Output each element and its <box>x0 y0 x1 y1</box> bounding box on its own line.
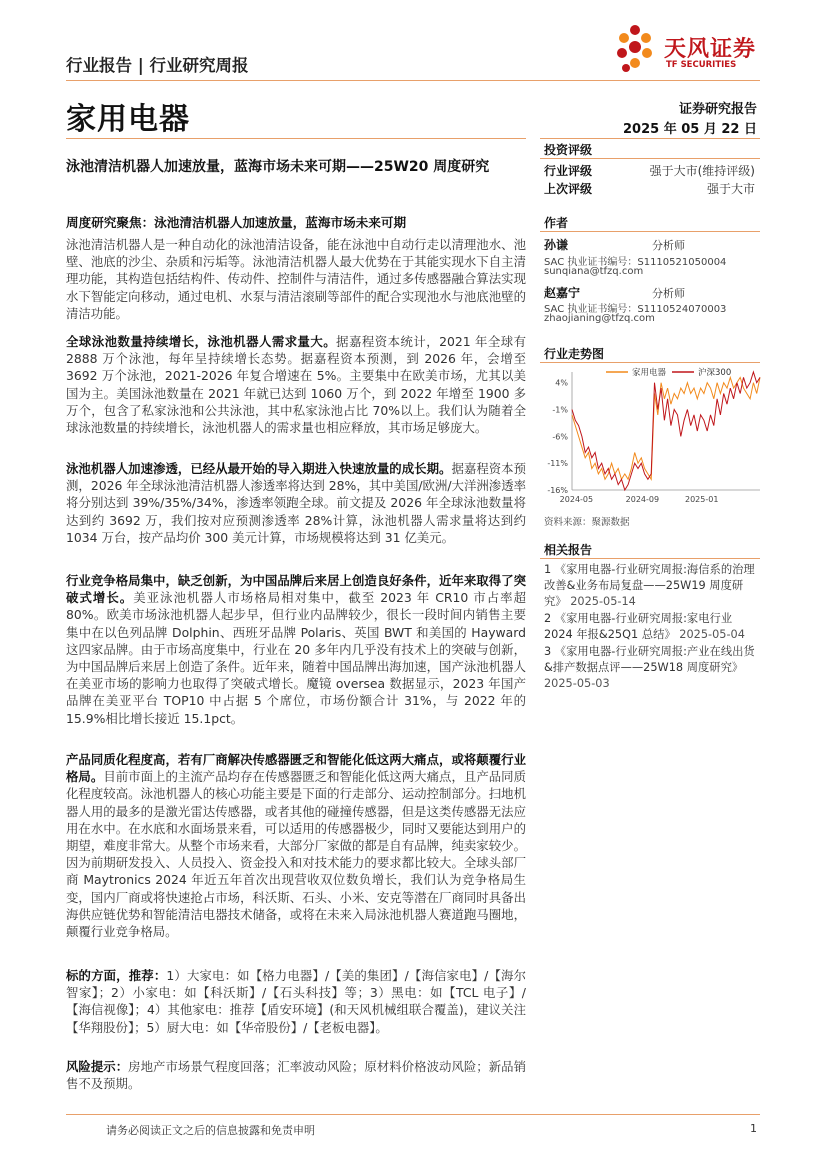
page-number: 1 <box>750 1122 757 1135</box>
paragraph-lead: 风险提示： <box>66 1059 129 1074</box>
related-report-text[interactable]: 3 《家用电器-行业研究周报:产业在线出货&排产数据点评——25W18 周度研究》 <box>544 645 755 675</box>
paragraph-lead: 泳池机器人加速渗透，已经从最开始的导入期进入快速放量的成长期。 <box>66 461 452 476</box>
body-paragraph <box>66 333 526 436</box>
y-tick-label: -6% <box>552 432 568 442</box>
paragraph-text: 1）大家电：如【格力电器】/【美的集团】/【海信家电】/【海尔智家】；2）小家电：如【科沃斯】/【石头科技】等；3）黑电：如【TCL 电子】/【海信视像】；4）其他家电：推荐【盾安环境】(和天风机械组联合覆盖)，建议关注【华翔股份】；5）厨大电：如【华帝股份】/【老板电器】。 <box>66 968 526 1035</box>
related-report-item[interactable] <box>544 562 762 611</box>
related-report-text[interactable]: 1 《家用电器-行业研究周报:海信系的治理改善&业务布局复盘——25W19 周度研究》 <box>544 563 755 609</box>
report-category: 行业报告 | 行业研究周报 <box>66 56 249 75</box>
related-rule <box>540 558 760 559</box>
brand-logo <box>606 22 766 78</box>
author-role: 分析师 <box>652 287 685 300</box>
x-tick-label: 2025-01 <box>685 495 719 504</box>
paragraph-lead: 全球泳池数量持续增长，泳池机器人需求量大。 <box>66 334 337 349</box>
related-report-date: 2025-05-04 <box>679 628 745 642</box>
prev-rating-label: 上次评级 <box>544 182 593 196</box>
rating-title: 投资评级 <box>544 143 593 157</box>
brand-name: 天风证券 <box>664 37 757 62</box>
legend-label: 沪深300 <box>698 368 732 378</box>
paragraph-lead: 行业竞争格局集中，缺乏创新，为中国品牌后来居上创造良好条件，近年来取得了突破式增长。 <box>66 573 526 606</box>
y-tick-label: -16% <box>547 486 568 495</box>
trend-source: 资料来源：聚源数据 <box>544 517 630 528</box>
author-sac: SAC 执业证书编号：S1110521050004 <box>544 257 727 268</box>
brand-english: TF SECURITIES <box>666 60 737 70</box>
industry-rating-value: 强于大市(维持评级) <box>649 164 755 178</box>
trend-title: 行业走势图 <box>544 347 605 361</box>
related-report-text[interactable]: 2 《家用电器-行业研究周报:家电行业 2024 年报&25Q1 总结》 <box>544 612 733 642</box>
author-name: 孙谦 <box>544 238 569 252</box>
author-email[interactable]: zhaojianing@tfzq.com <box>544 313 655 324</box>
author-email[interactable]: sunqiana@tfzq.com <box>544 266 644 277</box>
y-tick-label: -1% <box>552 405 568 415</box>
report-date: 2025 年 05 月 22 日 <box>623 122 757 137</box>
x-tick-label: 2024-05 <box>559 495 594 504</box>
related-report-date: 2025-05-03 <box>544 677 610 691</box>
paragraph-text: 美亚泳池机器人市场格局相对集中，截至 2023 年 CR10 市占率超 80%。欧美市场泳池机器人起步早，但行业内品牌较少，很长一段时间内销售主要集中在以色列品牌 Dolphin、西班牙品牌 Polaris、英国 BWT 和美国的 Hayward 这四家品牌。由于市场高度集中，行业在 20 多年内几乎没有技术上的突破与创新，为中国品牌后来居上创造了条件。近年来，随着中国品牌出海加速，国产泳池机器人在美亚市场的影响力也取得了突破式增长。魔镜 oversea 数据显示，2023 年国产品牌在美亚平台 TOP10 中占据 5 个席位，市场份额合计 31%，与 2022 年的 15.9%相比增长接近 15.1pct。 <box>66 590 526 726</box>
paragraph-lead: 标的方面，推荐： <box>66 968 167 983</box>
focus-title: 周度研究聚焦：泳池清洁机器人加速放量，蓝海市场未来可期 <box>66 215 407 230</box>
report-headline: 泳池清洁机器人加速放量，蓝海市场未来可期——25W20 周度研究 <box>66 159 490 175</box>
industry-rating-label: 行业评级 <box>544 164 593 178</box>
rating-rule <box>540 158 760 159</box>
authors-rule <box>540 231 760 232</box>
legend-label: 家用电器 <box>632 368 667 378</box>
y-tick-label: -11% <box>547 459 568 469</box>
related-report-date: 2025-05-14 <box>570 595 636 609</box>
author-role: 分析师 <box>652 239 685 252</box>
series-line-hs300 <box>572 372 760 490</box>
author-name: 赵嘉宁 <box>544 286 581 300</box>
title-rule-left <box>66 138 526 139</box>
footer-disclaimer[interactable]: 请务必阅读正文之后的信息披露和免责申明 <box>106 1124 315 1137</box>
body-paragraph <box>66 751 526 940</box>
title-rule-right <box>540 138 760 139</box>
author-sac: SAC 执业证书编号：S1110524070003 <box>544 304 727 315</box>
paragraph-text: 房地产市场景气程度回落；汇率波动风险；原材料价格波动风险；新品销售不及预期。 <box>66 1059 527 1092</box>
brand-petal-icon <box>606 22 662 78</box>
x-tick-label: 2024-09 <box>625 495 660 504</box>
paragraph-text: 据嘉程资本统计，2021 年全球有 2888 万个泳池，每年呈持续增长态势。据嘉程资本预测，到 2026 年，会增至 3692 万个泳池，2021-2026 年复合增速在 5%。主要集中在欧美市场，尤其以美国为主。美国泳池数量在 2021 年就已达到 1060 万个，到 2022 年增至 1900 多万个，包含了私家泳池和公共泳池，其中私家泳池占比 70%以上。我们认为随着全球泳池数量的持续增长，泳池机器人的需求量也相应释放，其市场足够庞大。 <box>66 334 526 436</box>
body-paragraph <box>66 572 526 727</box>
body-paragraph <box>66 967 526 1036</box>
body-paragraph <box>66 460 526 546</box>
industry-trend-chart <box>538 364 768 512</box>
paragraph-text: 据嘉程资本预测，2026 年全球泳池清洁机器人渗透率将达到 28%，其中美国/欧洲/大洋洲渗透率将分别达到 39%/35%/34%，渗透率领跑全球。前文提及 2026 年全球泳池数量将达到约 3692 万，我们按对应预测渗透率 28%计算，泳池机器人需求量将达到约 1034 万台，按产品均价 300 美元计算，市场规模将达到 31 亿美元。 <box>66 461 527 545</box>
y-tick-label: 4% <box>555 378 568 388</box>
header-rule <box>66 80 760 81</box>
related-report-item[interactable] <box>544 611 762 643</box>
report-type: 证券研究报告 <box>678 102 757 117</box>
paragraph-lead: 产品同质化程度高，若有厂商解决传感器匮乏和智能化低这两大痛点，或将颠覆行业格局。 <box>66 752 526 785</box>
body-paragraph <box>66 1058 526 1092</box>
body-paragraph: 泳池清洁机器人是一种自动化的泳池清洁设备，能在泳池中自动行走以清理池水、池壁、池底的沙尘、杂质和污垢等。泳池清洁机器人最大优势在于其能实现水下自主清理功能，其构造包括结构件、传动件、控制件与清洁件，通过多传感器融合算法实现水下智能定向移动，通过电机、水泵与清洁滚刷等部件的配合实现池水与池底池壁的清洁功能。 <box>66 237 526 321</box>
footer-rule <box>66 1114 760 1115</box>
related-title: 相关报告 <box>544 543 593 557</box>
trend-rule <box>540 362 760 363</box>
paragraph-text: 目前市面上的主流产品均存在传感器匮乏和智能化低这两大痛点，且产品同质化程度较高。泳池机器人的核心功能主要是下面的行走部分、运动控制部分。扫地机器人用的最多的是激光雷达传感器，或者其他的碰撞传感器，但是这类传感器无法应用在水中。在水底和水面场景来看，可以适用的传感器极少，同时又要能达到用户的期望，难度非常大。从整个市场来看，大部分厂家做的都是自有品牌，纯卖家较少。因为前期研发投入、人员投入、资金投入和对技术能力的要求都比较大。全球头部厂商 Maytronics 2024 年近五年首次出现营收双位数负增长，我们认为竞争格局生变，国内厂商或将快速抢占市场，科沃斯、石头、小米、安克等潜在厂商同时具备出海供应链优势和智能清洁电器技术储备，或将在未来入局泳池机器人赛道跑马圈地，颠覆行业竞争格局。 <box>66 769 527 940</box>
authors-title: 作者 <box>544 216 569 230</box>
related-report-item[interactable] <box>544 644 762 693</box>
industry-title: 家用电器 <box>66 102 190 137</box>
prev-rating-value: 强于大市 <box>706 182 755 196</box>
